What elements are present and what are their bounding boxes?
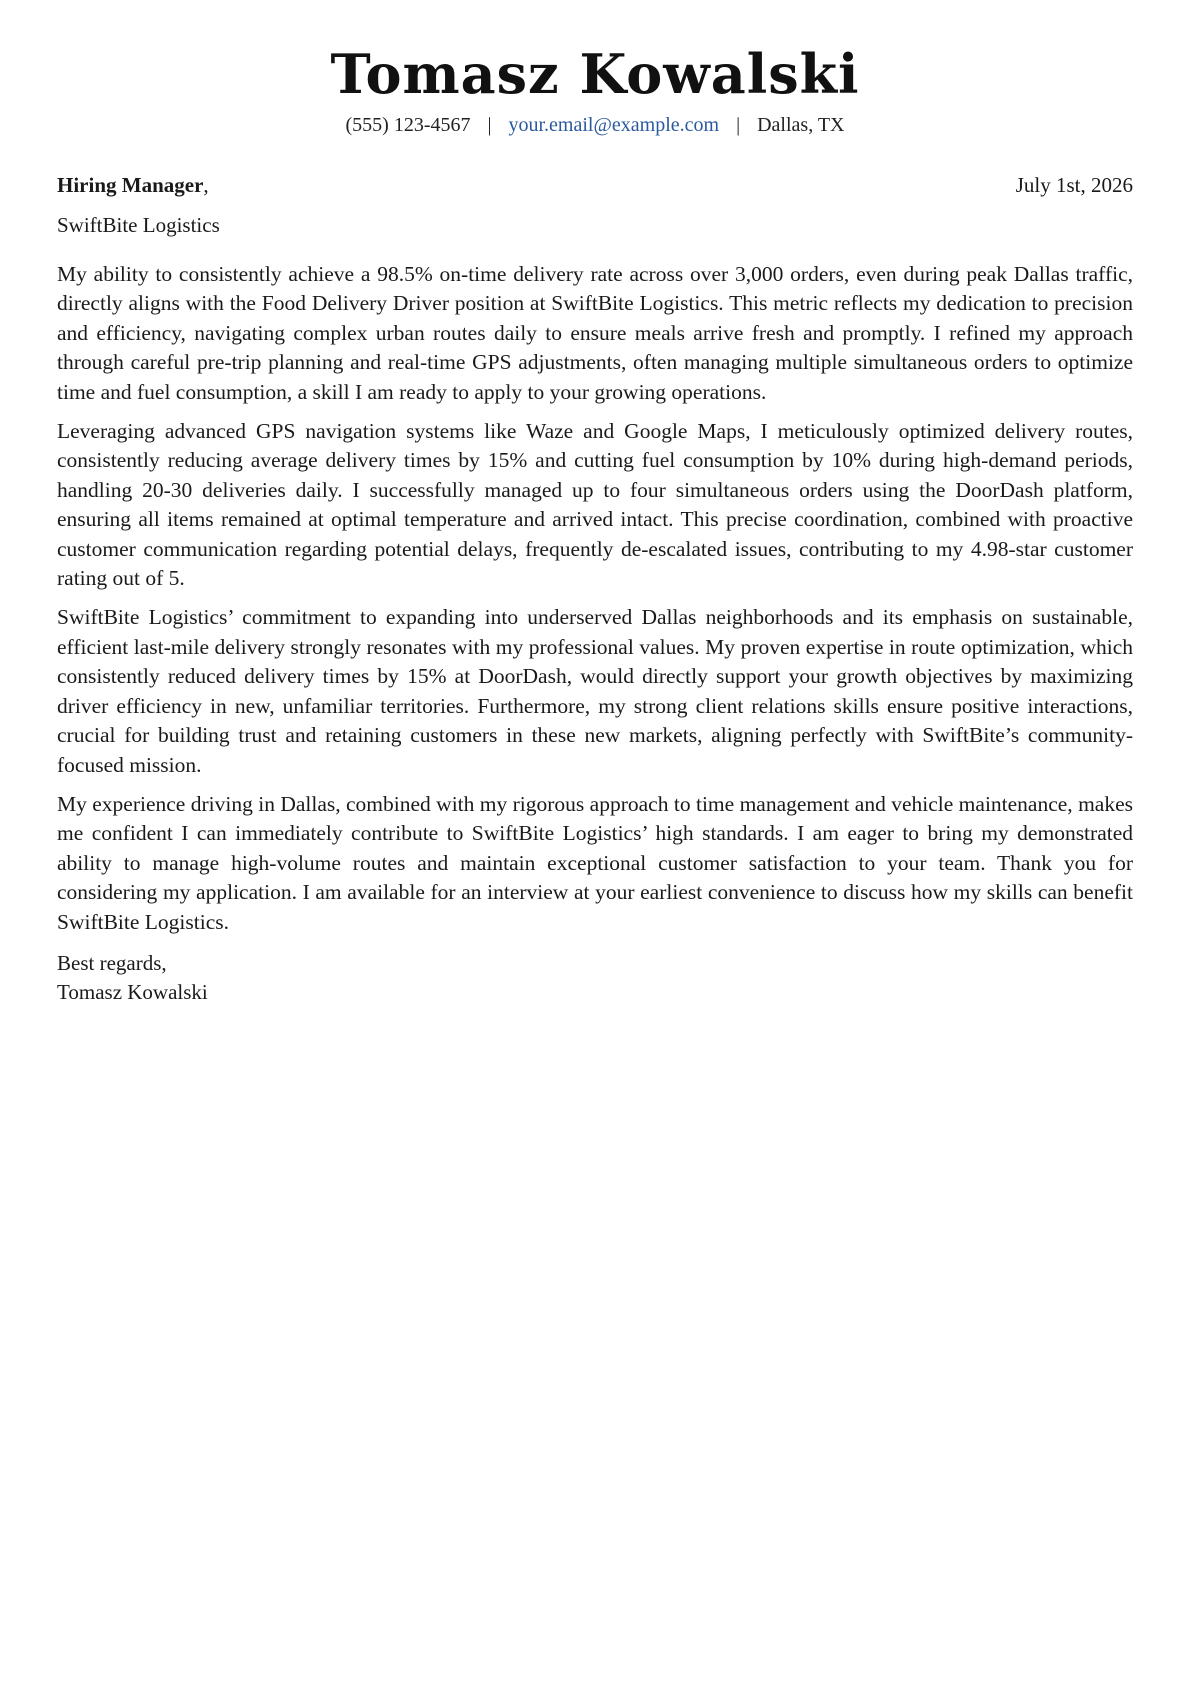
location: Dallas, TX [757, 114, 845, 136]
recipient-comma: , [203, 173, 209, 197]
recipient-title: Hiring Manager [57, 173, 204, 197]
recipient-line [57, 172, 209, 198]
email-link[interactable]: your.email@example.com [508, 114, 720, 136]
applicant-name: Tomasz Kowalski [330, 42, 860, 106]
closing-salutation: Best regards, [57, 950, 167, 975]
body-paragraph: My ability to consistently achieve a 98.5% on-time delivery rate across over 3,000 orders, even during peak Dallas traffic, directly aligns with the Food Delivery Driver position at SwiftBite Logistics. This metric reflects my dedication to precision and efficiency, navigating complex urban routes daily to ensure meals arrive fresh and promptly. I refined my approach through careful pre-trip planning and real-time GPS adjustments, often managing multiple simultaneous orders to optimize time and fuel consumption, a skill I am ready to apply to your growing operations. [57, 262, 1133, 404]
closing-signature: Tomasz Kowalski [57, 979, 208, 1004]
body-paragraph: My experience driving in Dallas, combined with my rigorous approach to time management and vehicle maintenance, makes me confident I can immediately contribute to SwiftBite Logistics’ high standards. I am eager to bring my demonstrated ability to manage high-volume routes and maintain exceptional customer satisfaction to your team. Thank you for considering my application. I am available for an interview at your earliest convenience to discuss how my skills can benefit SwiftBite Logistics. [57, 791, 1133, 934]
letter-body [57, 260, 1133, 937]
recipient-company: SwiftBite Logistics [57, 213, 220, 237]
body-paragraph: SwiftBite Logistics’ commitment to expanding into underserved Dallas neighborhoods and its emphasis on sustainable, efficient last-mile delivery strongly resonates with my professional values. My proven expertise in route optimization, which consistently reduced delivery times by 15% at DoorDash, would directly support your growth objectives by maximizing driver efficiency in new, unfamiliar territories. Furthermore, my strong client relations skills ensure positive interactions, crucial for building trust and retaining customers in these new markets, aligning perfectly with SwiftBite’s community-focused mission. [57, 605, 1133, 777]
contact-separator: | [487, 114, 492, 136]
contact-separator: | [736, 114, 741, 136]
recipient-date-row [57, 172, 1133, 198]
phone-number: (555) 123-4567 [345, 114, 471, 136]
contact-line [57, 112, 1133, 138]
letter-date: July 1st, 2026 [1015, 173, 1133, 197]
body-paragraph: Leveraging advanced GPS navigation systems like Waze and Google Maps, I meticulously optimized delivery routes, consistently reducing average delivery times by 15% and cutting fuel consumption by 10% during high-demand periods, handling 20-30 deliveries daily. I successfully managed up to four simultaneous orders using the DoorDash platform, ensuring all items remained at optimal temperature and arrived intact. This precise coordination, combined with proactive customer communication regarding potential delays, frequently de-escalated issues, contributing to my 4.98-star customer rating out of 5. [57, 419, 1133, 591]
letter-closing [57, 949, 1133, 1007]
